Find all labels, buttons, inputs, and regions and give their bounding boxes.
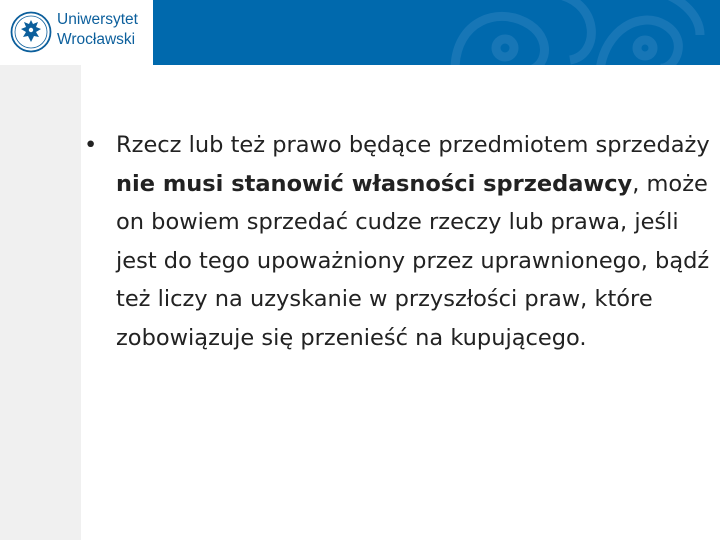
- university-logo: [0, 0, 153, 65]
- bullet-item: [84, 126, 720, 357]
- header-band: [0, 0, 720, 65]
- university-emblem-icon: [10, 11, 52, 53]
- logo-line-1: Uniwersytet: [57, 11, 138, 28]
- bullet-text-segment-bold: nie musi stanowić własności sprzedawcy: [116, 170, 633, 197]
- logo-line-2: Wrocławski: [57, 31, 136, 48]
- bullet-text: [116, 126, 720, 357]
- side-strip: [0, 65, 81, 540]
- bullet-text-segment-1: Rzecz lub też prawo będące przedmiotem sprzedaży: [116, 132, 710, 158]
- bullet-icon: •: [84, 132, 98, 158]
- slide-content: [84, 126, 720, 357]
- bullet-text-segment-3: , może on bowiem sprzedać cudze rzeczy lub prawa, jeśli jest do tego upoważniony przez uprawnionego, bądź też liczy na uzyskanie w przyszłości praw, które zobowiązuje się przenieść na kupującego.: [116, 170, 710, 351]
